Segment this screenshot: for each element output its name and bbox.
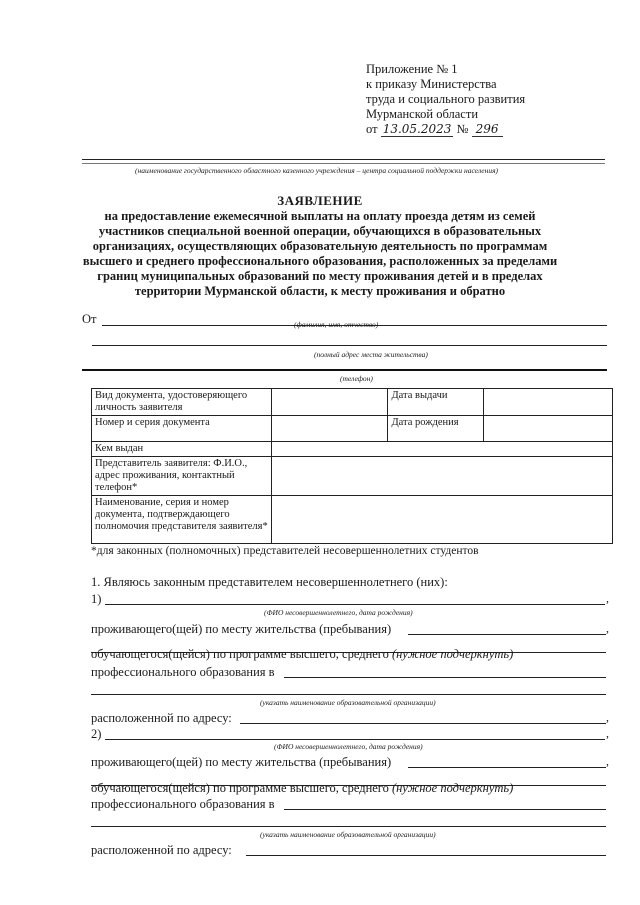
rep-document-value[interactable] — [271, 496, 612, 544]
comma: , — [606, 621, 609, 635]
appendix-line-1: Приложение № 1 — [366, 62, 458, 76]
child2-fio-line[interactable] — [105, 739, 605, 740]
rep-document-label: Наименование, серия и номер документа, подтверждающего полномочия представителя заявителя* — [92, 496, 272, 544]
doc-number-label: Номер и серия документа — [92, 416, 272, 442]
appendix-block — [366, 62, 525, 137]
birth-date-label: Дата рождения — [388, 416, 484, 442]
issue-date-label: Дата выдачи — [388, 389, 484, 416]
child1-fio-line[interactable] — [105, 604, 605, 605]
representative-label: Представитель заявителя: Ф.И.О., адрес проживания, контактный телефон* — [92, 457, 272, 496]
child2-fio-caption: (ФИО несовершеннолетнего, дата рождения) — [274, 742, 423, 751]
fio-caption: (фамилия, имя, отчество) — [294, 320, 379, 329]
child2-residing-label: проживающего(щей) по месту жительства (пребывания) — [91, 755, 392, 769]
child1-residing-label: проживающего(щей) по месту жительства (пребывания) — [91, 622, 392, 636]
institution-line[interactable] — [82, 159, 605, 160]
child1-residing-line[interactable] — [408, 634, 606, 635]
institution-line-2 — [82, 163, 605, 164]
child1-address-line[interactable] — [240, 723, 606, 724]
document-subtitle: на предоставление ежемесячной выплаты на оплату проезда детям из семей участников специальной военной операции, обучающихся в образовательных организациях, осуществляющих образовательную деятельность по программам высшего и среднего профессионального образования, расположенных за пределами границ муниципальных образований по месту проживания детей и в пределах территории Мурманской области, к месту проживания и обратно — [82, 209, 558, 298]
phone-line[interactable] — [82, 369, 607, 371]
child2-org-caption: (указать наименование образовательной организации) — [260, 830, 436, 839]
section1-intro: 1. Являюсь законным представителем несовершеннолетнего (них): — [91, 575, 448, 589]
child2-number: 2) — [91, 727, 102, 741]
child2-address-line[interactable] — [246, 855, 606, 856]
address-line[interactable] — [92, 345, 607, 346]
issue-date-value[interactable] — [484, 389, 613, 416]
child2-prof-edu-label: профессионального образования в — [91, 797, 275, 811]
child1-located-label: расположенной по адресу: — [91, 711, 232, 725]
applicant-document-table — [91, 388, 613, 544]
underline-note: (нужное подчеркнуть) — [392, 781, 514, 795]
child2-studying-label — [91, 781, 513, 796]
appendix-line-3: труда и социального развития — [366, 92, 526, 106]
birth-date-value[interactable] — [484, 416, 613, 442]
doc-type-value[interactable] — [271, 389, 388, 416]
representative-value[interactable] — [271, 457, 612, 496]
date-prefix: от — [366, 122, 378, 136]
comma: , — [606, 754, 609, 768]
institution-caption: (наименование государственного областного казенного учреждения – центра социальной поддержки населения) — [135, 166, 499, 175]
child2-org-line-2[interactable] — [91, 826, 606, 827]
phone-caption: (телефон) — [340, 374, 373, 383]
child2-located-label: расположенной по адресу: — [91, 843, 232, 857]
child1-fio-caption: (ФИО несовершеннолетнего, дата рождения) — [264, 608, 413, 617]
studying-text: обучающегося(щейся) по программе высшего, среднего — [91, 647, 389, 661]
appendix-line-2: к приказу Министерства — [366, 77, 497, 91]
child1-studying-label — [91, 647, 513, 662]
child1-number: 1) — [91, 592, 102, 606]
child1-org-caption: (указать наименование образовательной организации) — [260, 698, 436, 707]
doc-type-label: Вид документа, удостоверяющего личность заявителя — [92, 389, 272, 416]
number-sign: № — [456, 122, 469, 136]
appendix-line-4: Мурманской области — [366, 107, 479, 121]
order-number: 296 — [472, 122, 503, 137]
document-title: ЗАЯВЛЕНИЕ — [277, 193, 363, 208]
address-caption: (полный адрес места жительства) — [314, 350, 428, 359]
child1-prof-edu-label: профессионального образования в — [91, 665, 275, 679]
doc-number-value[interactable] — [271, 416, 388, 442]
comma: , — [606, 591, 609, 605]
from-label: От — [82, 312, 97, 326]
comma: , — [606, 710, 609, 724]
underline-note: (нужное подчеркнуть) — [392, 647, 514, 661]
issued-by-value[interactable] — [271, 442, 612, 457]
child1-org-line[interactable] — [284, 677, 606, 678]
child2-residing-line[interactable] — [408, 767, 606, 768]
studying-text: обучающегося(щейся) по программе высшего, среднего — [91, 781, 389, 795]
child2-org-line[interactable] — [284, 809, 606, 810]
appendix-date-line — [366, 122, 525, 137]
comma: , — [606, 726, 609, 740]
issued-by-label: Кем выдан — [92, 442, 272, 457]
footnote: *для законных (полномочных) представителей несовершеннолетних студентов — [91, 545, 479, 557]
child1-org-line-2[interactable] — [91, 694, 606, 695]
order-date: 13.05.2023 — [382, 122, 452, 136]
